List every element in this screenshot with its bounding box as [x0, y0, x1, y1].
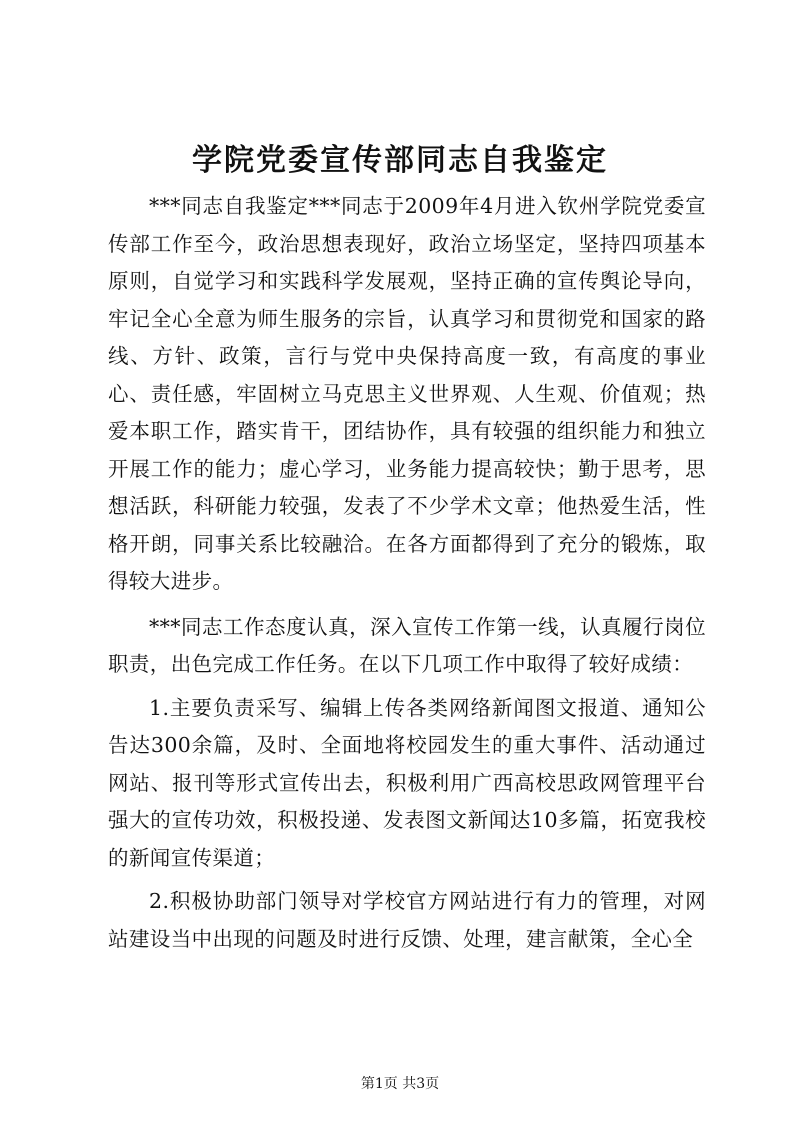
page-number-footer: 第1页 共3页	[360, 1076, 440, 1092]
document-body	[108, 188, 706, 964]
paragraph-work-attitude: ***同志工作态度认真，深入宣传工作第一线，认真履行岗位职责，出色完成工作任务。在以下几项工作中取得了较好成绩：	[108, 614, 706, 676]
paragraph-item-2: 2.积极协助部门领导对学校官方网站进行有力的管理，对网站建设当中出现的问题及时进行反馈、处理，建言献策，全心全	[108, 889, 706, 951]
paragraph-self-assessment: ***同志自我鉴定***同志于2009年4月进入钦州学院党委宣传部工作至今，政治思想表现好，政治立场坚定，坚持四项基本原则，自觉学习和实践科学发展观，坚持正确的宣传舆论导向，牢记全心全意为师生服务的宗旨，认真学习和贯彻党和国家的路线、方针、政策，言行与党中央保持高度一致，有高度的事业心、责任感，牢固树立马克思主义世界观、人生观、价值观；热爱本职工作，踏实肯干，团结协作，具有较强的组织能力和独立开展工作的能力；虚心学习，业务能力提高较快；勤于思考，思想活跃，科研能力较强，发表了不少学术文章；他热爱生活，性格开朗，同事关系比较融洽。在各方面都得到了充分的锻炼，取得较大进步。	[108, 194, 706, 593]
document-title: 学院党委宣传部同志自我鉴定	[192, 143, 608, 178]
paragraph-item-1: 1.主要负责采写、编辑上传各类网络新闻图文报道、通知公告达300余篇，及时、全面地将校园发生的重大事件、活动通过网站、报刊等形式宣传出去，积极利用广西高校思政网管理平台强大的宣传功效，积极投递、发表图文新闻达10多篇，拓宽我校的新闻宣传渠道；	[108, 695, 706, 870]
